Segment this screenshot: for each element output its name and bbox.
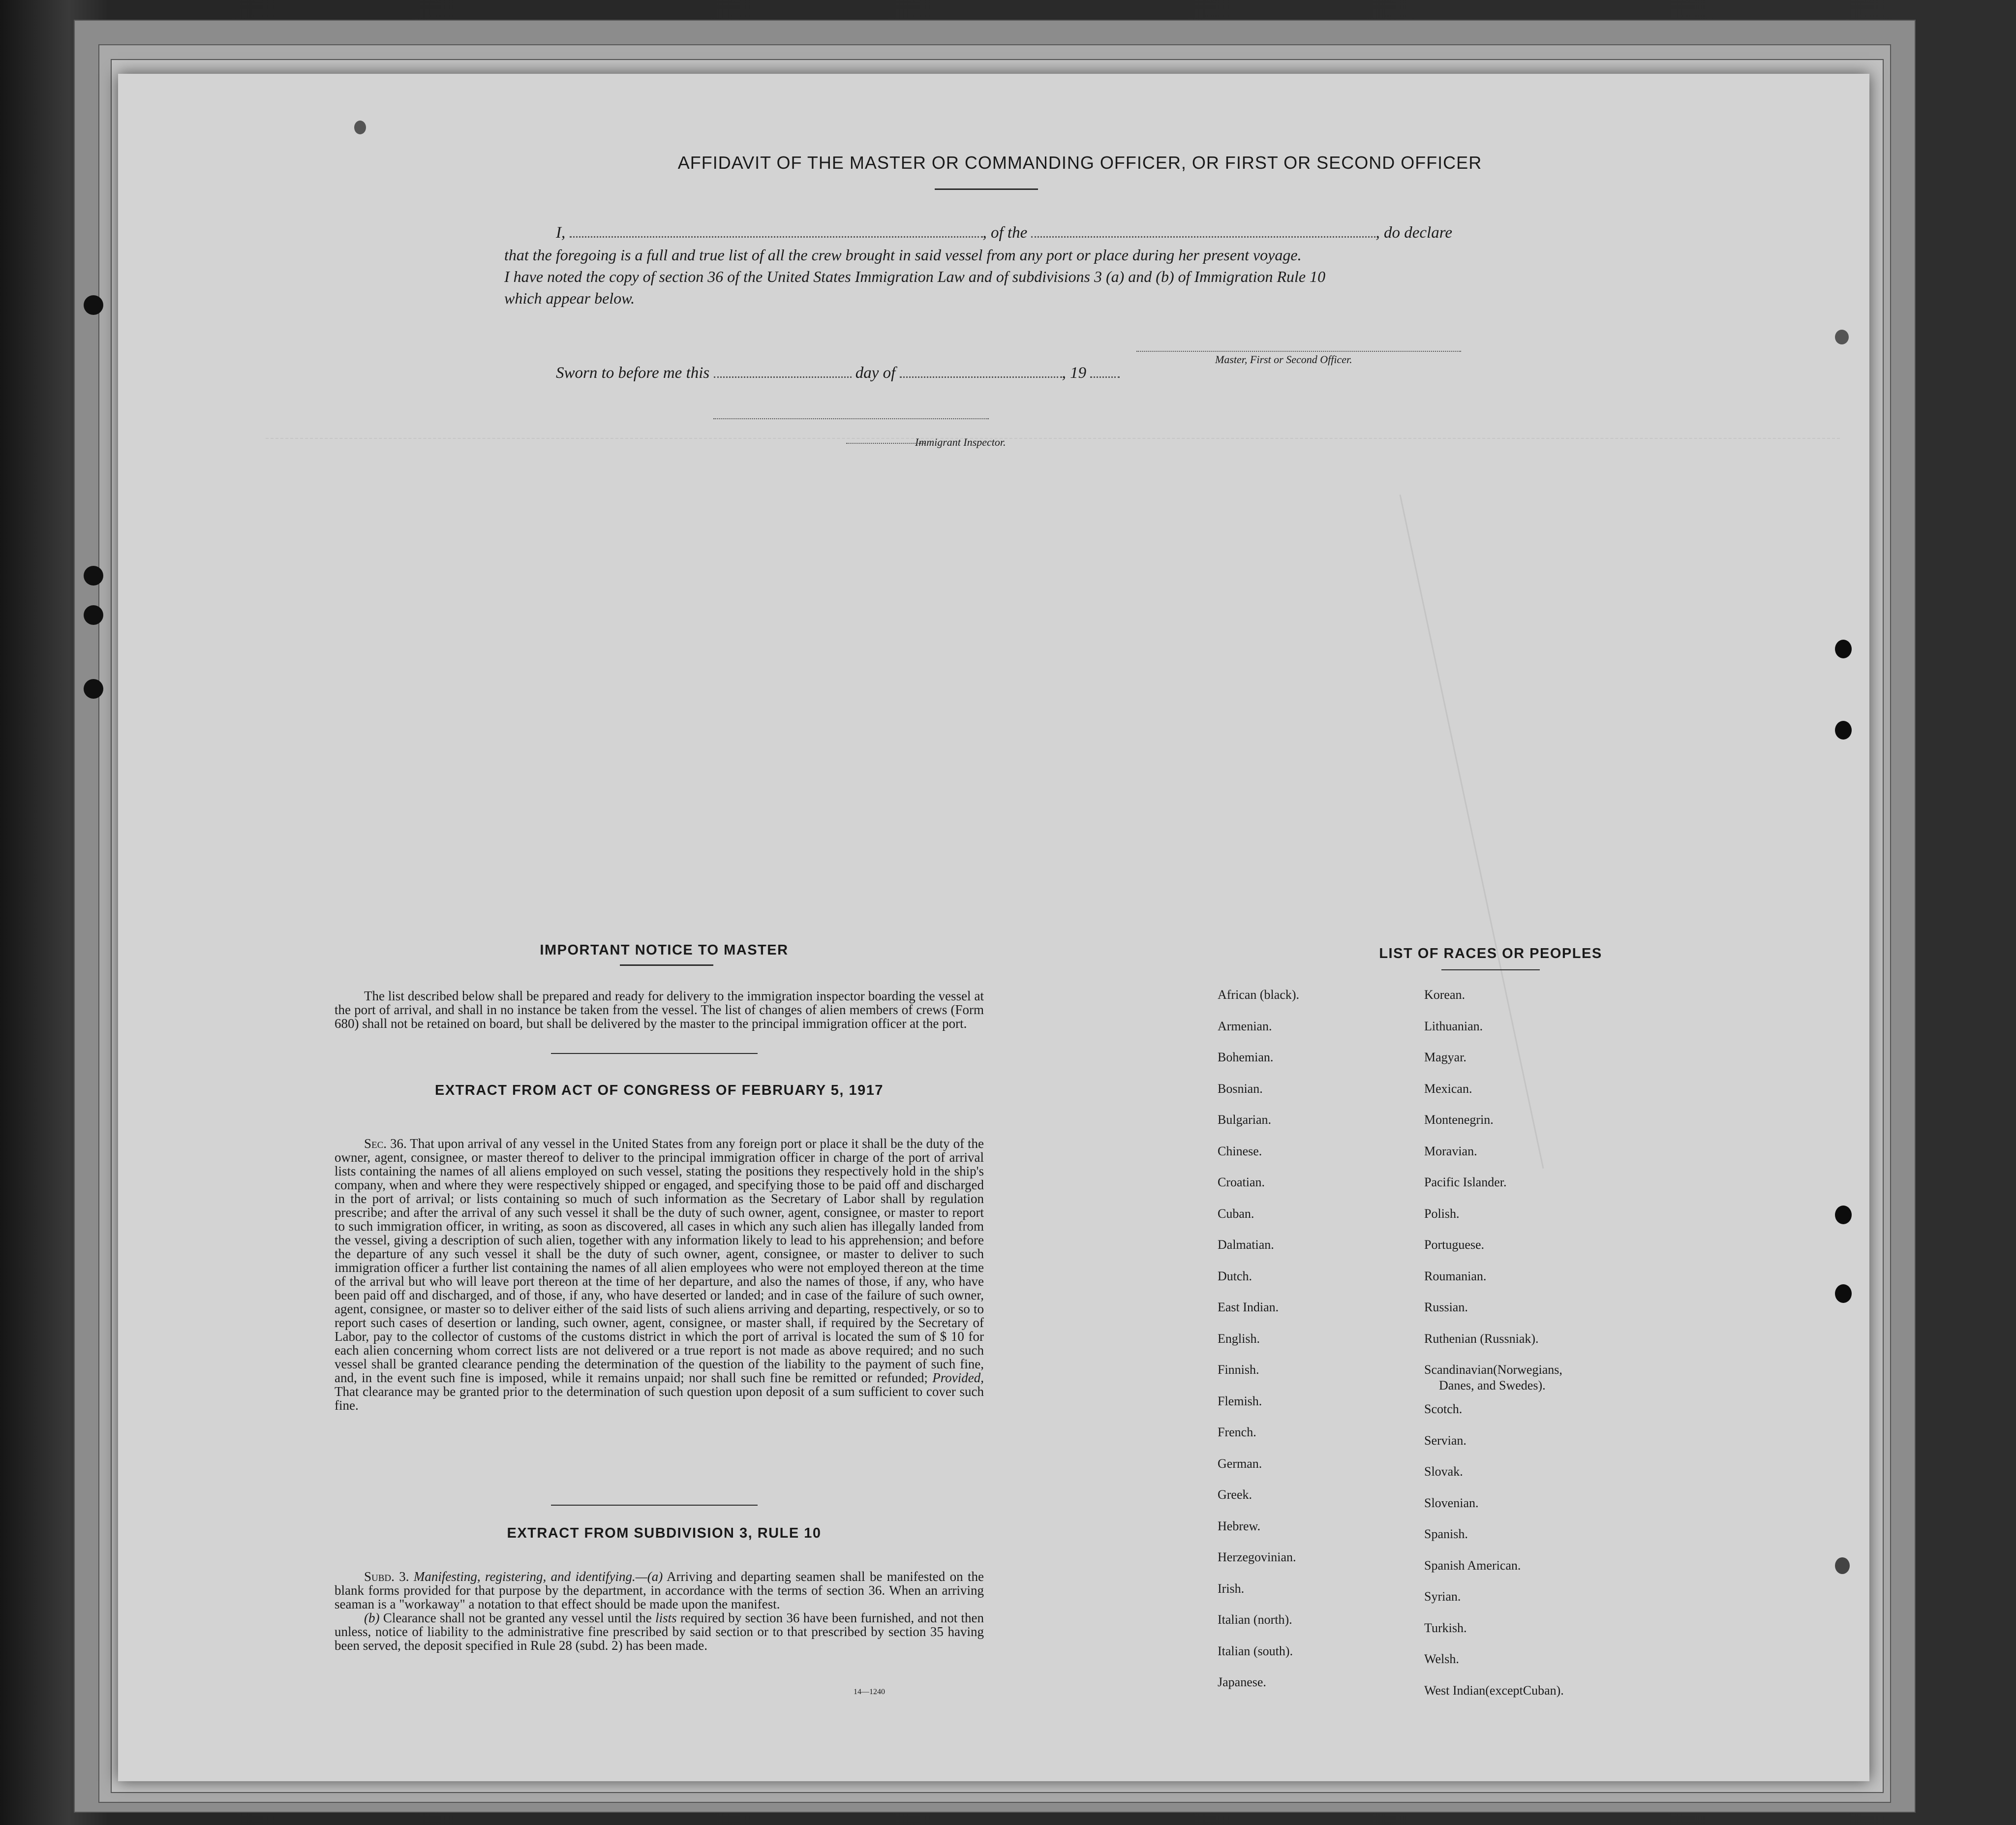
sworn-month-field[interactable] bbox=[900, 376, 1062, 378]
rule-subd-title: Manifesting, registering, and identifying.—(a) bbox=[413, 1569, 663, 1584]
race-item: Hebrew. bbox=[1218, 1518, 1261, 1533]
affidavit-line-3: I have noted the copy of section 36 of the United States Immigration Law and of subdivisions 3 (a) and (b) of Immigration Rule 10 bbox=[504, 268, 1326, 285]
affidavit-line-1 bbox=[556, 224, 1584, 242]
race-item: Scotch. bbox=[1424, 1402, 1463, 1416]
race-item: Cuban. bbox=[1218, 1206, 1254, 1221]
punch-hole bbox=[1835, 640, 1852, 658]
race-item: Polish. bbox=[1424, 1206, 1460, 1221]
inspector-label: Immigrant Inspector. bbox=[915, 436, 1006, 448]
binder-ring bbox=[84, 295, 103, 315]
race-item: English. bbox=[1218, 1331, 1260, 1346]
race-item: German. bbox=[1218, 1456, 1262, 1471]
affidavit-i: I, bbox=[556, 224, 566, 242]
punch-hole bbox=[1835, 1557, 1850, 1574]
race-item: Slovak. bbox=[1424, 1464, 1463, 1479]
affidavit-line-4: which appear below. bbox=[504, 289, 635, 307]
race-item: Welsh. bbox=[1424, 1652, 1459, 1666]
vessel-name-field[interactable] bbox=[1031, 236, 1375, 238]
sworn-line bbox=[556, 364, 1245, 382]
race-item: East Indian. bbox=[1218, 1300, 1279, 1314]
rule-text-b1: Clearance shall not be granted any vessel until the bbox=[383, 1610, 652, 1625]
race-item: Croatian. bbox=[1218, 1175, 1265, 1189]
race-item: Danes, and Swedes). bbox=[1439, 1378, 1546, 1392]
race-item: Syrian. bbox=[1424, 1589, 1461, 1604]
rule-text bbox=[335, 1570, 984, 1652]
race-item: Bosnian. bbox=[1218, 1081, 1263, 1096]
binder-ring bbox=[84, 605, 103, 625]
inspector-signature-line[interactable] bbox=[713, 418, 989, 419]
binder-ring bbox=[84, 566, 103, 586]
sworn-day-field[interactable] bbox=[714, 376, 852, 378]
race-item: Russian. bbox=[1424, 1300, 1468, 1314]
master-signature-line[interactable] bbox=[1136, 351, 1461, 352]
punch-hole bbox=[354, 121, 366, 134]
act-provided-text: That clearance may be granted prior to the determination of such question upon deposit of a sum sufficient to cover such fine. bbox=[335, 1384, 984, 1413]
form-number: 14—1240 bbox=[854, 1688, 885, 1696]
race-item: Turkish. bbox=[1424, 1620, 1467, 1635]
race-item: Greek. bbox=[1218, 1487, 1252, 1502]
race-item: Servian. bbox=[1424, 1433, 1466, 1448]
sworn-day-of: day of bbox=[855, 364, 896, 382]
race-item: Pacific Islander. bbox=[1424, 1175, 1507, 1189]
punch-hole bbox=[1835, 1206, 1852, 1224]
race-item: Portuguese. bbox=[1424, 1237, 1485, 1252]
affidavit-title: AFFIDAVIT OF THE MASTER OR COMMANDING OFFICER, OR FIRST OR SECOND OFFICER bbox=[677, 153, 1482, 173]
notice-divider bbox=[551, 1053, 758, 1054]
rule-text-a: Arriving and departing seamen shall be manifested on the blank forms provided for that purpose by the department, in accordance with the terms of section 36. When an arriving seaman is a "workaway" a notation to that effect should be made upon the manifest. bbox=[335, 1569, 984, 1611]
sworn-year-field[interactable] bbox=[1090, 376, 1120, 378]
race-item: Bohemian. bbox=[1218, 1050, 1274, 1064]
punch-hole bbox=[1835, 1284, 1852, 1303]
notice-heading-rule bbox=[620, 964, 713, 966]
race-item: Irish. bbox=[1218, 1581, 1245, 1596]
act-heading: EXTRACT FROM ACT OF CONGRESS OF FEBRUARY 5, 1917 bbox=[434, 1083, 884, 1098]
binder-ring bbox=[84, 679, 103, 699]
race-item: Mexican. bbox=[1424, 1081, 1472, 1096]
race-item: Flemish. bbox=[1218, 1393, 1262, 1408]
race-item: Moravian. bbox=[1424, 1144, 1477, 1158]
sworn-prefix: Sworn to before me this bbox=[556, 364, 710, 382]
punch-hole bbox=[1835, 721, 1852, 740]
act-body: That upon arrival of any vessel in the United States from any foreign port or place it shall be the duty of the owner, agent, consignee, or master thereof to deliver to the principal immigration officer in charge of the port of arrival lists containing the names of all aliens employed on such vessel, stating the positions they respectively hold in the ship's company, when and where they were respectively shipped or engaged, and specifying those to be paid off and discharged in the port of arrival; or lists containing so much of such information as the Secretary of Labor shall by regulation prescribe; and after the arrival of any such vessel it shall be the duty of such owner, agent, consignee, or master to report to such immigration officer, in writing, as soon as discovered, all cases in which any such alien has illegally landed from the vessel, giving a description of such alien, together with any information likely to lead to his apprehension; and before the departure of any such vessel it shall be the duty of such owner, agent, consignee, or master to deliver to such immigration officer a further list containing the names of all alien employees who were not employed thereon at the time of the arrival but who will leave port thereon at the time of her departure, and also the names of those, if any, who have been paid off and discharged, and of those, if any, who have deserted or landed; and in case of the failure of such owner, agent, consignee, or master so to deliver either of the said lists of such aliens arriving and departing, respectively, or so to report such cases of desertion or landing, such owner, agent, consignee, or master shall, if required by the Secretary of Labor, pay to the collector of customs of the customs district in which the port of arrival is located the sum of $ 10 for each alien concerning whom correct lists are not delivered or a true report is not made as above required; and no such vessel shall be granted clearance pending the determination of the question of the liability to the payment of such fine, and, in the event such fine is imposed, while it remains unpaid; nor shall such fine be remitted or refunded; bbox=[335, 1136, 984, 1385]
race-item: Montenegrin. bbox=[1424, 1113, 1494, 1127]
rule-text-b2: required by section 36 have been furnished, and not then unless, notice of liability to the administrative fine prescribed by said section or to that prescribed by section 35 having been served, the deposit specified in Rule 28 (subd. 2) has been made. bbox=[335, 1610, 984, 1653]
race-item: Italian (north). bbox=[1218, 1612, 1292, 1627]
affidavit-declare: , do declare bbox=[1375, 224, 1452, 242]
rule-b-label: (b) bbox=[364, 1610, 380, 1625]
affidavit-line-2: that the foregoing is a full and true list of all the crew brought in said vessel from any port or place during her present voyage. bbox=[504, 246, 1302, 264]
affidavit-of-the: , of the bbox=[982, 224, 1028, 242]
race-item: Chinese. bbox=[1218, 1144, 1262, 1158]
manifest-page bbox=[118, 74, 1869, 1781]
rule-heading: EXTRACT FROM SUBDIVISION 3, RULE 10 bbox=[507, 1525, 822, 1541]
act-provided-label: Provided, bbox=[932, 1370, 984, 1385]
race-item: French. bbox=[1218, 1425, 1256, 1439]
rule-lists-word: lists bbox=[655, 1610, 677, 1625]
act-divider bbox=[551, 1505, 758, 1506]
race-item: Armenian. bbox=[1218, 1019, 1272, 1033]
notice-heading: IMPORTANT NOTICE TO MASTER bbox=[540, 942, 789, 958]
race-item: Dalmatian. bbox=[1218, 1237, 1274, 1252]
race-item: Finnish. bbox=[1218, 1362, 1259, 1377]
master-signature-label: Master, First or Second Officer. bbox=[1215, 353, 1352, 366]
races-col-1 bbox=[1218, 979, 1405, 1698]
inspector-short-line bbox=[846, 443, 925, 444]
rule-subd-label: Subd. 3. bbox=[364, 1569, 409, 1584]
race-item: Japanese. bbox=[1218, 1675, 1266, 1689]
race-item: Italian (south). bbox=[1218, 1643, 1293, 1658]
act-text bbox=[335, 1137, 984, 1412]
races-col-2 bbox=[1424, 979, 1631, 1706]
race-item: Roumanian. bbox=[1424, 1268, 1487, 1283]
race-item: Bulgarian. bbox=[1218, 1113, 1272, 1127]
race-item: Lithuanian. bbox=[1424, 1019, 1483, 1033]
sworn-year-prefix: , 19 bbox=[1062, 364, 1087, 382]
race-item: Spanish. bbox=[1424, 1527, 1468, 1541]
affidavit-title-rule bbox=[935, 188, 1038, 190]
punch-hole bbox=[1835, 330, 1849, 344]
races-heading-rule bbox=[1441, 969, 1540, 970]
master-name-field[interactable] bbox=[570, 236, 983, 238]
race-item: Spanish American. bbox=[1424, 1558, 1521, 1573]
race-item: Magyar. bbox=[1424, 1050, 1466, 1064]
act-sec-label: Sec. 36. bbox=[364, 1136, 407, 1151]
race-item: West Indian(exceptCuban). bbox=[1424, 1683, 1564, 1698]
race-item: Herzegovinian. bbox=[1218, 1550, 1296, 1564]
notice-text: The list described below shall be prepared and ready for delivery to the immigration inspector boarding the vessel at the port of arrival, and shall in no instance be taken from the vessel. The list of changes of alien members of crews (Form 680) shall not be retained on board, but shall be delivered by the master to the principal immigration officer at the port. bbox=[335, 989, 984, 1031]
race-item: Slovenian. bbox=[1424, 1495, 1479, 1510]
races-heading: LIST OF RACES OR PEOPLES bbox=[1379, 946, 1602, 961]
race-item: Scandinavian(Norwegians, bbox=[1424, 1362, 1562, 1377]
race-item: Dutch. bbox=[1218, 1268, 1252, 1283]
race-item: Ruthenian (Russniak). bbox=[1424, 1331, 1539, 1346]
race-item: Korean. bbox=[1424, 988, 1466, 1002]
race-item: African (black). bbox=[1218, 988, 1300, 1002]
